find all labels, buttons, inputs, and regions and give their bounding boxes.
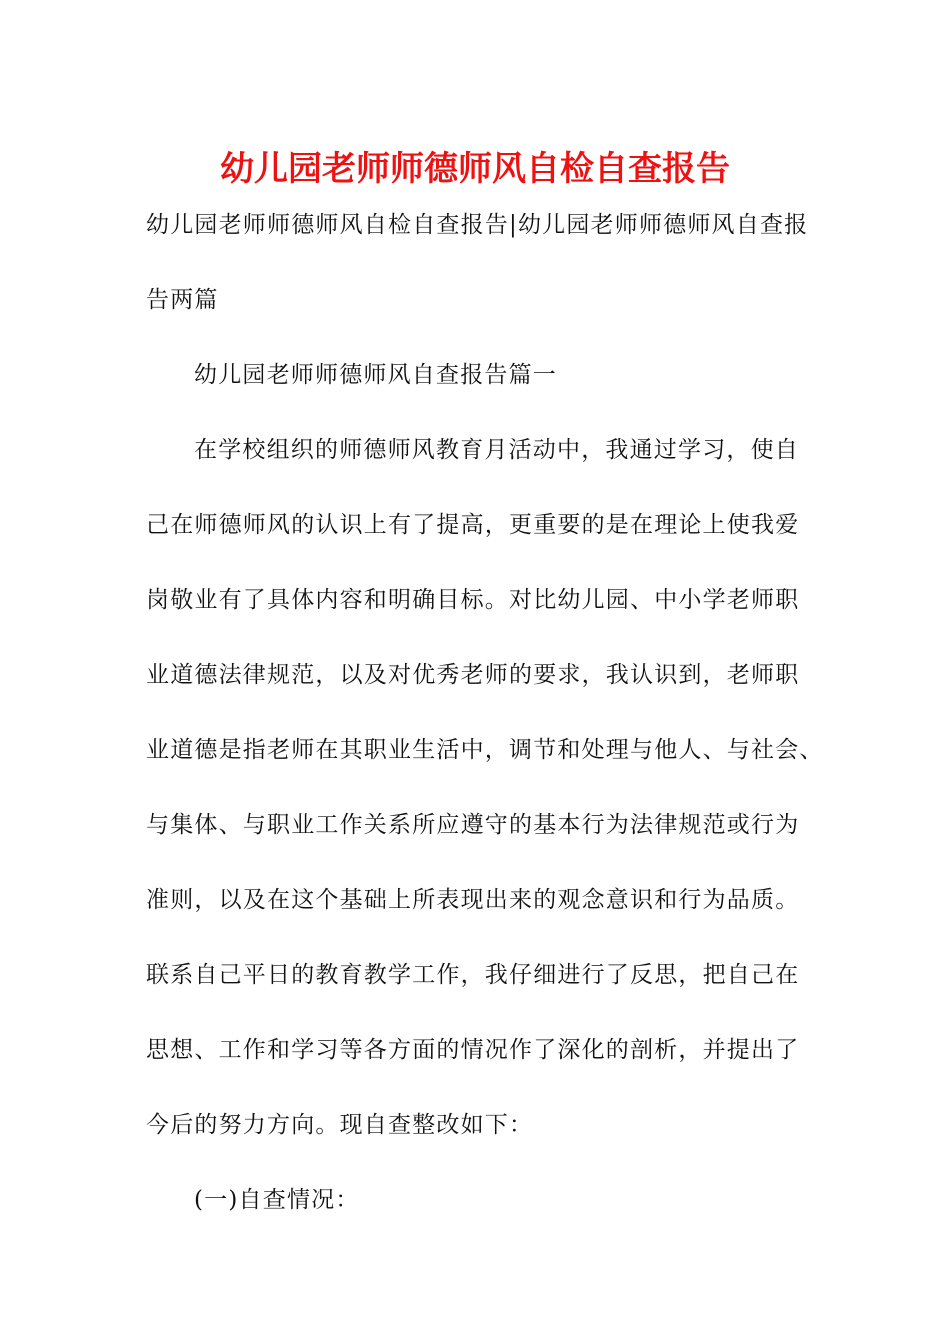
paragraph-line-7: 准则，以及在这个基础上所表现出来的观念意识和行为品质。 [146, 887, 800, 913]
subsection-heading: (一)自查情况： [194, 1187, 360, 1213]
paragraph-line-5: 业道德是指老师在其职业生活中，调节和处理与他人、与社会、 [146, 737, 824, 763]
paragraph-line-2: 己在师德师风的认识上有了提高，更重要的是在理论上使我爱 [146, 512, 800, 538]
subtitle-line-1: 幼儿园老师师德师风自检自查报告|幼儿园老师师德师风自查报 [146, 212, 809, 238]
paragraph-line-3: 岗敬业有了具体内容和明确目标。对比幼儿园、中小学老师职 [146, 587, 800, 613]
section-heading: 幼儿园老师师德师风自查报告篇一 [194, 362, 557, 388]
paragraph-line-4: 业道德法律规范，以及对优秀老师的要求，我认识到，老师职 [146, 662, 800, 688]
paragraph-line-9: 思想、工作和学习等各方面的情况作了深化的剖析，并提出了 [146, 1037, 800, 1063]
paragraph-line-1: 在学校组织的师德师风教育月活动中，我通过学习，使自 [194, 437, 799, 463]
paragraph-line-6: 与集体、与职业工作关系所应遵守的基本行为法律规范或行为 [146, 812, 800, 838]
document-title: 幼儿园老师师德师风自检自查报告 [220, 149, 730, 189]
paragraph-line-8: 联系自己平日的教育教学工作，我仔细进行了反思，把自己在 [146, 962, 800, 988]
paragraph-line-10: 今后的努力方向。现自查整改如下： [146, 1112, 534, 1138]
subtitle-line-2: 告两篇 [146, 287, 219, 313]
